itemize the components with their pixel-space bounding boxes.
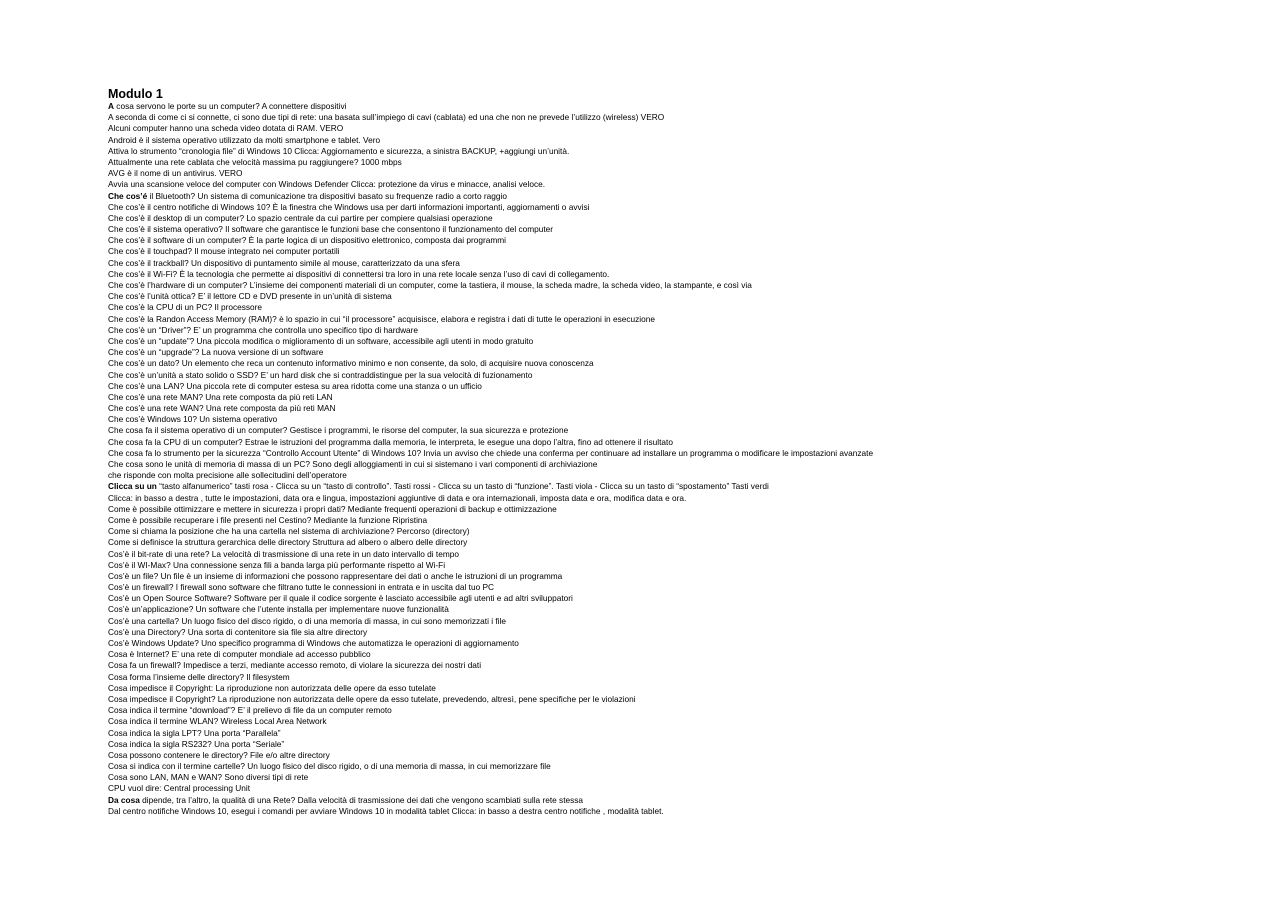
line-text: Come si definisce la struttura gerarchica delle directory Struttura ad albero o albero delle directory: [108, 537, 468, 548]
line-text: Alcuni computer hanno una scheda video dotata di RAM. VERO: [108, 123, 344, 134]
document-line: [108, 146, 1268, 157]
line-text: Attiva lo strumento “cronologia file” di Windows 10 Clicca: Aggiornamento e sicurezza, a sinistra BACKUP, +aggiungi un’unità.: [108, 145, 570, 156]
line-text: Come è possibile ottimizzare e mettere in sicurezza i propri dati? Mediante frequenti operazioni di backup e ottimizzazione: [108, 503, 557, 514]
line-text: Che cos’è un “update”? Una piccola modifica o miglioramento di un software, accessibile agli utenti in modo gratuito: [108, 335, 534, 346]
line-text: Android è il sistema operativo utilizzato da molti smartphone e tablet. Vero: [108, 134, 381, 145]
bold-lead-text: Che cos’é: [108, 190, 148, 201]
document-line: [108, 347, 1268, 358]
line-text: Che cos’è il centro notifiche di Windows 10? È la finestra che Windows usa per darti informazioni importanti, aggiornamenti o avvisi: [108, 201, 590, 212]
line-text: Che cos’è un dato? Un elemento che reca un contenuto informativo minimo e non consente, da solo, di acquisire nuova conoscenza: [108, 358, 594, 369]
document-line: [108, 806, 1268, 817]
line-text: Che cos’è il trackball? Un dispositivo di puntamento simile al mouse, caratterizzato da una sfera: [108, 257, 460, 268]
document-line: [108, 783, 1268, 794]
line-text: Cosa indica il termine WLAN? Wireless Local Area Network: [108, 716, 327, 727]
document-line: [108, 314, 1268, 325]
line-text: Cosa si indica con il termine cartelle? Un luogo fisico del disco rigido, o di una memoria di massa, in cui memorizzare file: [108, 761, 551, 772]
line-text: Che cos’è Windows 10? Un sistema operativo: [108, 414, 278, 425]
document-line: [108, 392, 1268, 403]
document-line: [108, 157, 1268, 168]
document-line: [108, 325, 1268, 336]
document-line: [108, 291, 1268, 302]
document-line: [108, 672, 1268, 683]
line-text: Cos’è un Open Source Software? Software per il quale il codice sorgente è lasciato accessibile agli utenti e ad altri sviluppatori: [108, 593, 573, 604]
document-line: [108, 191, 1268, 202]
line-text: Cos’è una cartella? Un luogo fisico del disco rigido, o di una memoria di massa, in cui sono memorizzati i file: [108, 615, 506, 626]
document-line: [108, 224, 1268, 235]
document-line: [108, 112, 1268, 123]
document-line: [108, 358, 1268, 369]
line-text: Cosa sono LAN, MAN e WAN? Sono diversi tipi di rete: [108, 772, 309, 783]
document-line: [108, 269, 1268, 280]
document-line: [108, 604, 1268, 615]
line-text: Che cosa fa lo strumento per la sicurezza “Controllo Account Utente” di Windows 10? Invia un avviso che chiede una conferma per continuare ad installare un programma o modificare le impostazioni avanzate: [108, 447, 874, 458]
line-text: Cosa indica la sigla LPT? Una porta “Parallela”: [108, 727, 281, 738]
line-text: Che cosa fa la CPU di un computer? Estrae le istruzioni del programma dalla memoria, le interpreta, le esegue una dopo l’altra, fino ad ottenere il risultato: [108, 436, 673, 447]
document-line: [108, 470, 1268, 481]
line-text: Cos’è un file? Un file è un insieme di informazioni che possono rappresentare dei dati o anche le istruzioni di un programma: [108, 570, 563, 581]
document-line: [108, 381, 1268, 392]
document-line: [108, 716, 1268, 727]
document-line: [108, 795, 1268, 806]
document-line: [108, 660, 1268, 671]
line-text: Che cos’è una rete WAN? Una rete composta da più reti MAN: [108, 403, 336, 414]
document-line: [108, 370, 1268, 381]
document-line: [108, 504, 1268, 515]
document-line: [108, 258, 1268, 269]
document-line: [108, 694, 1268, 705]
line-text: Che cos’è un “Driver”? E’ un programma che controlla uno specifico tipo di hardware: [108, 324, 419, 335]
document-line: [108, 403, 1268, 414]
line-text: Dal centro notifiche Windows 10, esegui i comandi per avviare Windows 10 in modalità tablet Clicca: in basso a destra centro notifiche , modalità tablet.: [108, 805, 664, 816]
document-line: [108, 616, 1268, 627]
line-text: A seconda di come ci si connette, ci sono due tipi di rete: una basata sull’impiego di cavi (cablata) ed una che non ne prevede l’utilizzo (wireless) VERO: [108, 112, 665, 123]
document-line: [108, 493, 1268, 504]
document-line: [108, 213, 1268, 224]
line-text: Come si chiama la posizione che ha una cartella nel sistema di archiviazione? Percorso (directory): [108, 526, 470, 537]
bold-lead-text: Da cosa: [108, 794, 140, 805]
document-line: [108, 448, 1268, 459]
document-line: [108, 549, 1268, 560]
document-line: [108, 459, 1268, 470]
line-text: Che cos’è il software di un computer? È la parte logica di un dispositivo elettronico, composta dai programmi: [108, 235, 506, 246]
document-line: [108, 202, 1268, 213]
document-line: [108, 593, 1268, 604]
document-line: [108, 750, 1268, 761]
line-text: Che cos’è il Wi-Fi? È la tecnologia che permette ai dispositivi di connettersi tra loro in una rete locale senza l’uso di cavi di collegamento.: [108, 268, 610, 279]
line-text: Cosa fa un firewall? Impedisce a terzi, mediante accesso remoto, di violare la sicurezza dei nostri dati: [108, 660, 482, 671]
line-text: Cos’è il bit-rate di una rete? La velocità di trasmissione di una rete in un dato intervallo di tempo: [108, 548, 459, 559]
document-line: [108, 481, 1268, 492]
line-text: Che cos’è un “upgrade”? La nuova versione di un software: [108, 347, 324, 358]
document-line: [108, 414, 1268, 425]
bold-lead-text: A: [108, 101, 114, 111]
document-line: [108, 537, 1268, 548]
line-text: Cosa impedisce il Copyright: La riproduzione non autorizzata delle opere da esso tutelate: [108, 682, 436, 693]
line-text: Cosa indica la sigla RS232? Una porta “Seriale”: [108, 738, 285, 749]
bold-lead-text: Clicca su un: [108, 481, 157, 492]
line-text: Che cos’è la CPU di un PC? Il processore: [108, 302, 263, 313]
line-text: AVG è il nome di un antivirus. VERO: [108, 168, 243, 179]
document-line: [108, 336, 1268, 347]
document-line: [108, 179, 1268, 190]
line-text: che risponde con molta precisione alle sollecitudini dell’operatore: [108, 470, 347, 481]
line-text: Che cos’è il sistema operativo? Il software che garantisce le funzioni base che consentono il funzionamento del computer: [108, 224, 554, 235]
document-line: [108, 101, 1268, 112]
question-list: [108, 101, 1268, 817]
line-text: Come è possibile recuperare i file presenti nel Cestino? Mediante la funzione Ripristina: [108, 514, 428, 525]
line-text: Cosa possono contenere le directory? File e/o altre directory: [108, 749, 330, 760]
line-text: Cos’è un’applicazione? Un software che l’utente installa per implementare nuove funzionalità: [108, 604, 449, 615]
line-text: Cos’è un firewall? I firewall sono software che filtrano tutte le connessioni in entrata e in uscita dal tuo PC: [108, 582, 495, 593]
document-line: [108, 235, 1268, 246]
document-line: [108, 761, 1268, 772]
line-text: CPU vuol dire: Central processing Unit: [108, 783, 251, 794]
line-text: Che cos’è un’unità a stato solido o SSD? E’ un hard disk che si contraddistingue per la sua velocità di fuzionamento: [108, 369, 533, 380]
line-text: dipende, tra l’altro, la qualità di una Rete? Dalla velocità di trasmissione dei dati che vengono scambiati sulla rete stessa: [139, 794, 584, 805]
line-text: Clicca: in basso a destra , tutte le impostazioni, data ora e lingua, impostazioni aggiuntive di data e ora internazionali, imposta data e ora, modifica data e ora.: [108, 492, 687, 503]
document-line: [108, 302, 1268, 313]
line-text: Che cos’è una LAN? Una piccola rete di computer estesa su area ridotta come una stanza o un ufficio: [108, 380, 482, 391]
document-line: [108, 135, 1268, 146]
document-line: [108, 739, 1268, 750]
document-line: [108, 705, 1268, 716]
line-text: Che cos’è il touchpad? Il mouse integrato nei computer portatili: [108, 246, 340, 257]
line-text: Cos’è una Directory? Una sorta di contenitore sia file sia altre directory: [108, 626, 368, 637]
line-text: cosa servono le porte su un computer? A connettere dispositivi: [114, 101, 347, 111]
document-line: [108, 638, 1268, 649]
line-text: Cos’è Windows Update? Uno specifico programma di Windows che automatizza le operazioni di aggiornamento: [108, 638, 519, 648]
line-text: Che cos’è il desktop di un computer? Lo spazio centrale da cui partire per compiere qualsiasi operazione: [108, 212, 493, 223]
line-text: Che cos’è la Randon Access Memory (RAM)? è lo spazio in cui “il processore” acquisisce, elabora e registra i dati di tutte le operazioni in esecuzione: [108, 313, 655, 324]
line-text: Che cos’è una rete MAN? Una rete composta da più reti LAN: [108, 391, 333, 402]
line-text: Cos’è il WI-Max? Una connessione senza fili a banda larga più performante rispetto al Wi-Fi: [108, 559, 446, 570]
document-line: [108, 627, 1268, 638]
line-text: Che cos’è l’unità ottica? E’ il lettore CD e DVD presente in un’unità di sistema: [108, 291, 392, 302]
document-line: [108, 526, 1268, 537]
line-text: Che cos’è l’hardware di un computer? L’insieme dei componenti materiali di un computer, come la tastiera, il mouse, la scheda madre, la scheda video, la stampante, e così via: [108, 280, 752, 290]
document-line: [108, 168, 1268, 179]
document-line: [108, 571, 1268, 582]
line-text: Che cosa fa il sistema operativo di un computer? Gestisce i programmi, le risorse del computer, la sua sicurezza e protezione: [108, 425, 569, 436]
document-line: [108, 280, 1268, 291]
line-text: Che cosa sono le unità di memoria di massa di un PC? Sono degli alloggiamenti in cui si sistemano i vari componenti di archiviazione: [108, 459, 598, 469]
line-text: Cosa forma l’insieme delle directory? Il filesystem: [108, 671, 290, 682]
document-line: [108, 123, 1268, 134]
document-line: [108, 560, 1268, 571]
document-line: [108, 683, 1268, 694]
document-line: [108, 515, 1268, 526]
document-line: [108, 437, 1268, 448]
document-line: [108, 582, 1268, 593]
document-line: [108, 246, 1268, 257]
document-line: [108, 425, 1268, 436]
page-title: Modulo 1: [108, 87, 163, 101]
line-text: Cosa impedisce il Copyright? La riproduzione non autorizzata delle opere da esso tutelate, prevedendo, altresì, pene specifiche per le violazioni: [108, 693, 636, 704]
line-text: Avvia una scansione veloce del computer con Windows Defender Clicca: protezione da virus e minacce, analisi veloce.: [108, 179, 546, 190]
line-text: il Bluetooth? Un sistema di comunicazione tra dispositivi basato su frequenze radio a corto raggio: [147, 190, 507, 201]
document-line: [108, 728, 1268, 739]
document-line: [108, 649, 1268, 660]
line-text: Cosa indica il termine “download”? E’ il prelievo di file da un computer remoto: [108, 705, 392, 716]
line-text: Attualmente una rete cablata che velocità massima pu raggiungere? 1000 mbps: [108, 156, 402, 167]
line-text: “tasto alfanumerico” tasti rosa - Clicca su un “tasto di controllo”. Tasti rossi - Clicca su un tasto di “funzione”. Tasti viola - Clicca su un tasto di “spostamento” Tasti verdi: [156, 481, 769, 492]
line-text: Cosa è Internet? E’ una rete di computer mondiale ad accesso pubblico: [108, 649, 371, 660]
document-line: [108, 772, 1268, 783]
